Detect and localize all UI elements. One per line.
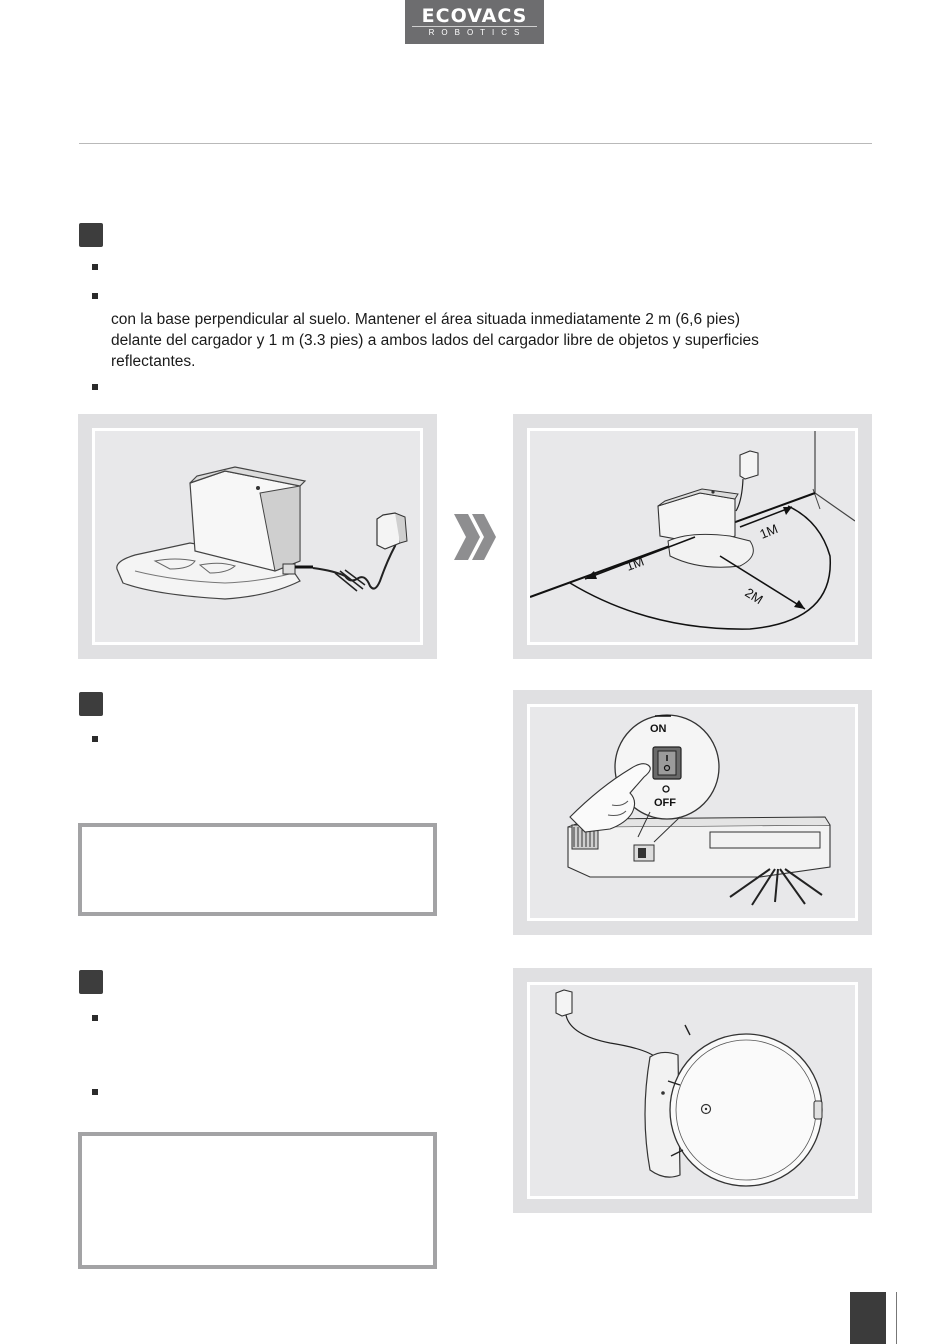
bullet-2 (92, 293, 98, 299)
section-1-paragraph (111, 309, 871, 372)
next-chevron-icon (452, 512, 498, 562)
note-box-2 (78, 1132, 437, 1269)
bullet-6 (92, 1089, 98, 1095)
figure-power-switch-panel (513, 690, 872, 935)
step-2-marker (79, 692, 103, 716)
logo-brand-text: ECOVACS (412, 0, 537, 27)
bullet-1 (92, 264, 98, 270)
note-box-1 (78, 823, 437, 916)
bullet-4 (92, 736, 98, 742)
clearance-illustration (530, 431, 855, 642)
step-3-marker (79, 970, 103, 994)
logo-sub-text: ROBOTICS (428, 28, 527, 37)
bullet-5 (92, 1015, 98, 1021)
label-1m-left: 1M (623, 553, 646, 574)
figure-robot-docked-panel (513, 968, 872, 1213)
bullet-3 (92, 384, 98, 390)
figure-dock-connect-panel (78, 414, 437, 659)
paragraph-line: delante del cargador y 1 m (3.3 pies) a ambos lados del cargador libre de objetos y superficies (111, 332, 759, 349)
page-edge-line (896, 1292, 897, 1344)
header-divider (79, 143, 872, 144)
step-1-marker (79, 223, 103, 247)
power-switch-illustration (530, 707, 855, 918)
label-1m-right: 1M (757, 521, 780, 542)
page-number-tab (850, 1292, 886, 1344)
figure-dock-clearance-panel (513, 414, 872, 659)
off-label: OFF (654, 797, 676, 809)
on-label: ON (650, 723, 667, 735)
dock-illustration (95, 431, 420, 642)
ecovacs-logo (405, 0, 544, 44)
paragraph-line: reflectantes. (111, 353, 196, 370)
label-2m: 2M (742, 584, 766, 608)
paragraph-line: con la base perpendicular al suelo. Mantener el área situada inmediatamente 2 m (6,6 pies) (111, 311, 740, 328)
robot-docked-illustration (530, 985, 855, 1196)
